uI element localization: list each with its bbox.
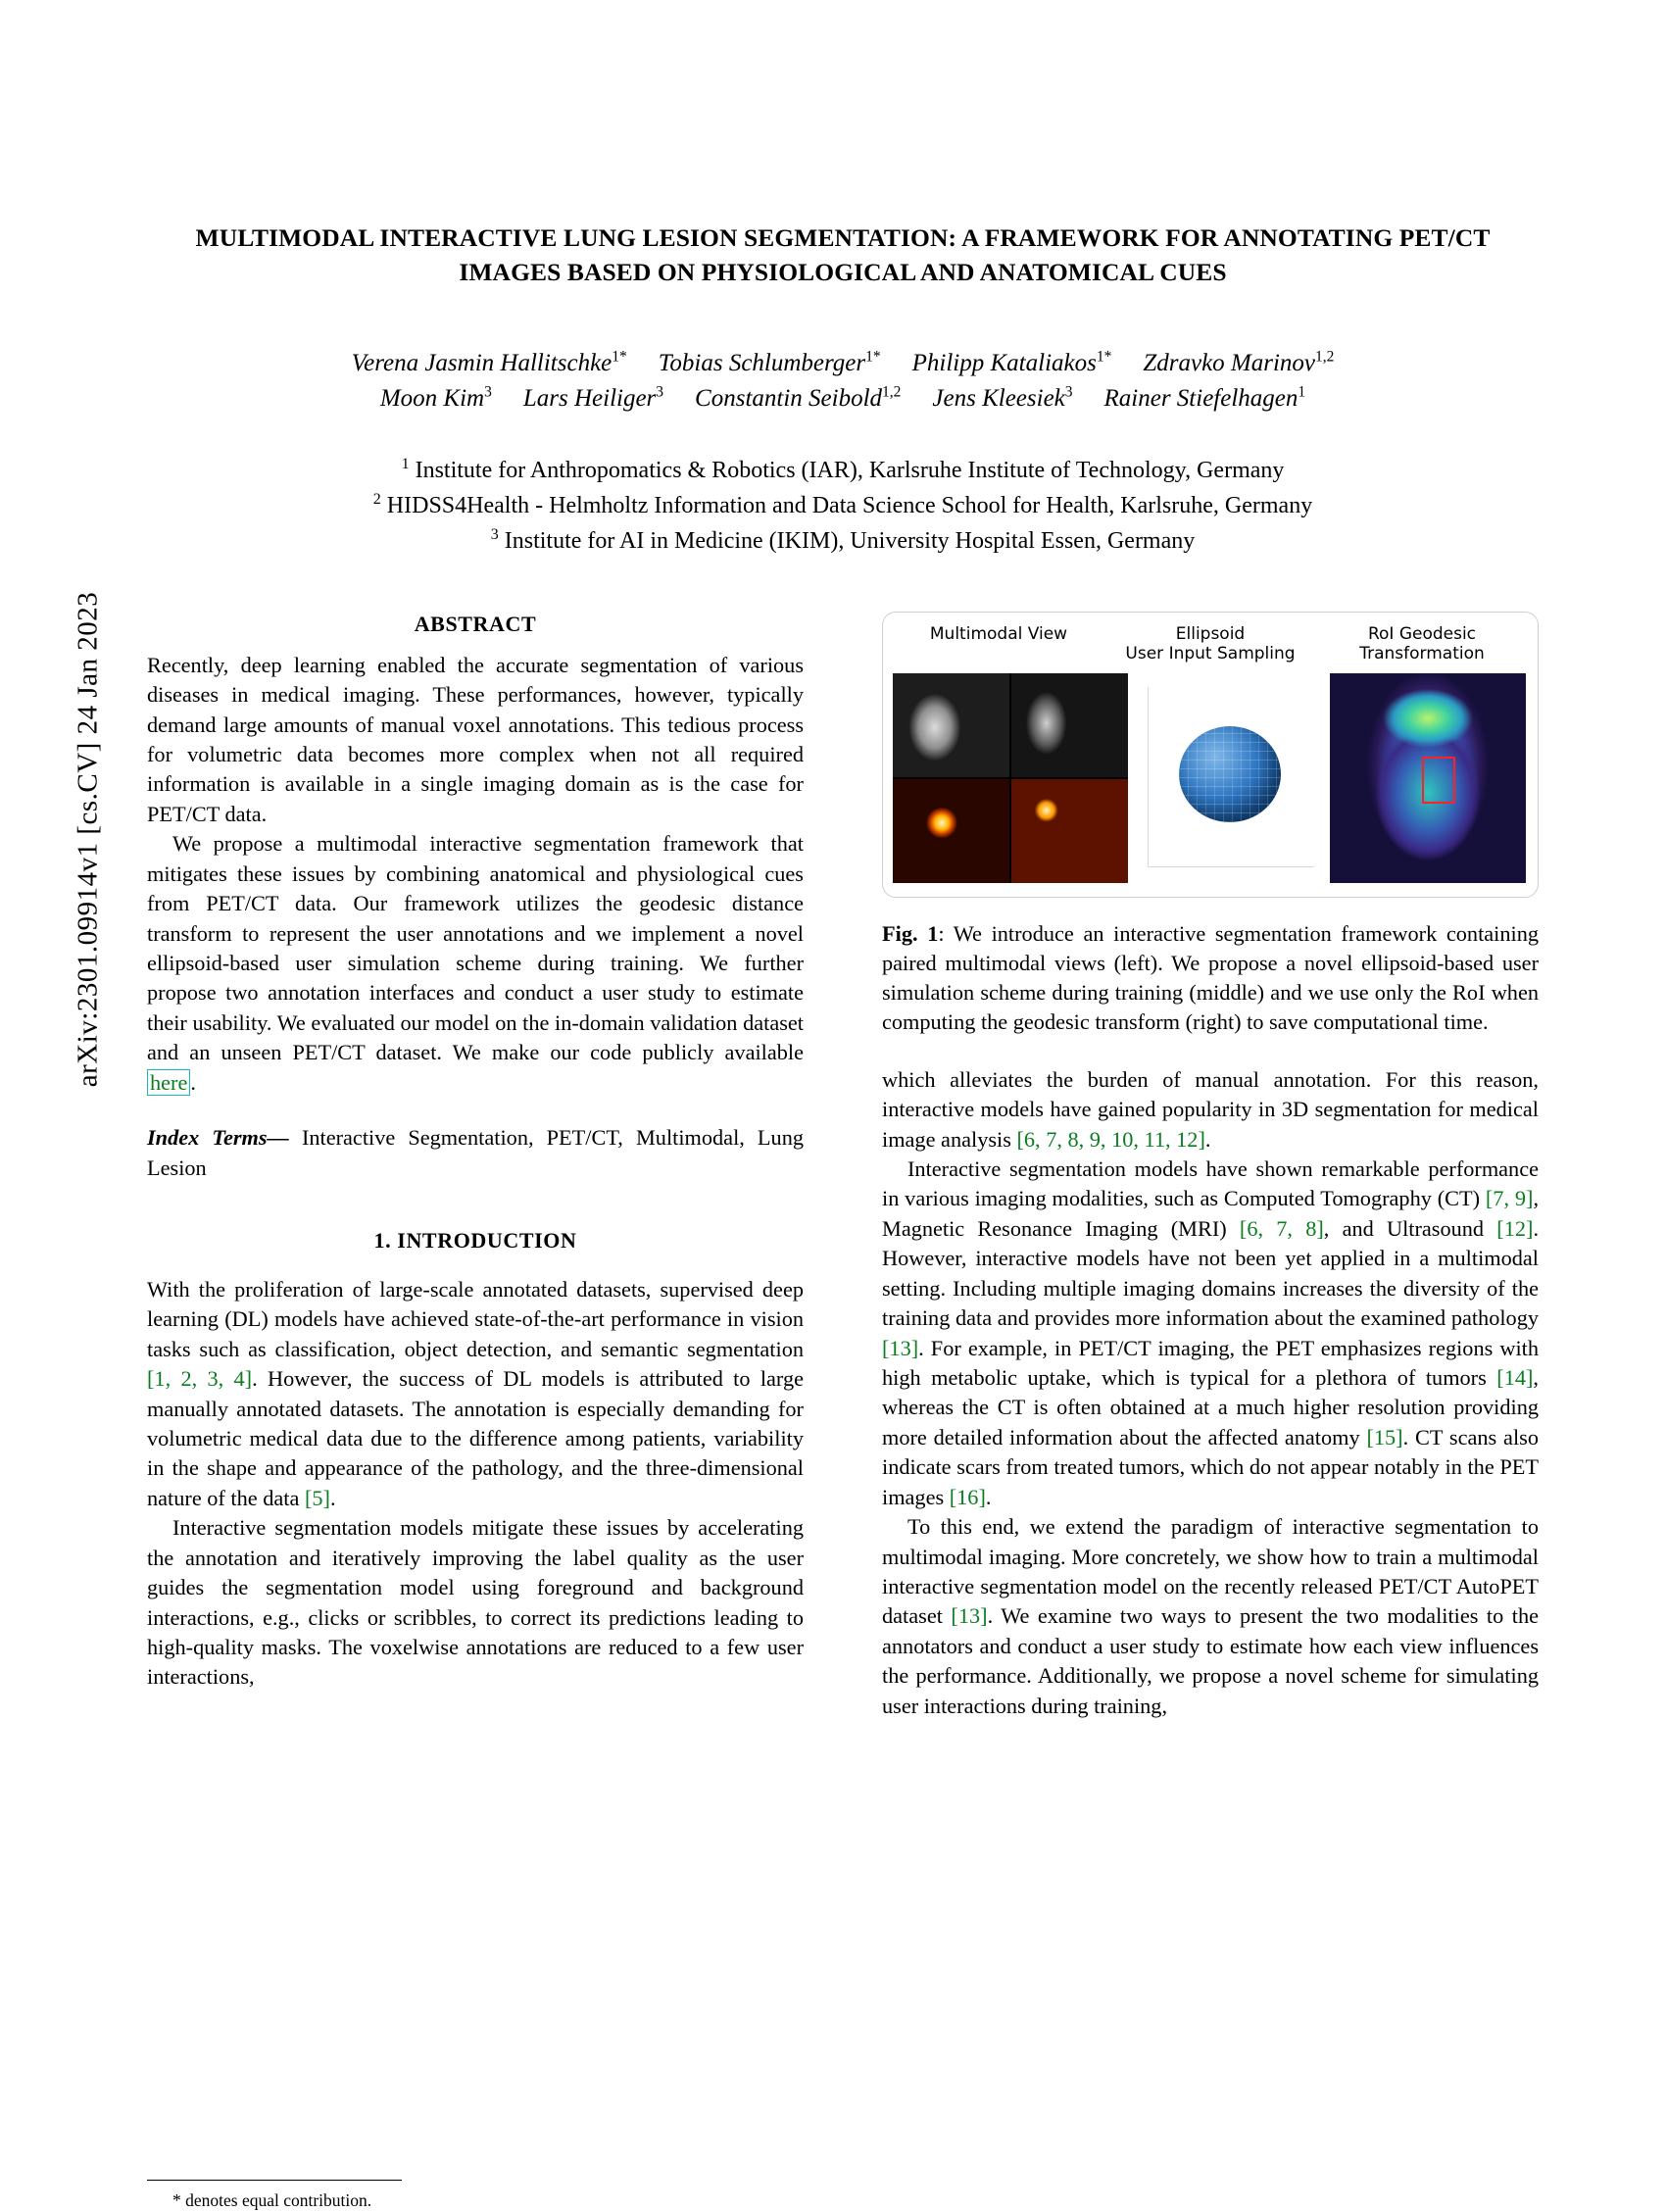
pet-coronal-slice: [1011, 779, 1128, 883]
footnote-area: [147, 2180, 804, 2212]
figure-1: [882, 612, 1539, 898]
citation[interactable]: [13]: [951, 1603, 988, 1629]
affiliation-1: $^1$ Institute for Anthropomatics & Robotics (IAR), Karlsruhe Institute of Technology, Germany: [401, 456, 1285, 484]
figure-panels: [893, 673, 1528, 883]
roi-bounding-box: [1422, 757, 1455, 804]
right-paragraph-1: which alleviates the burden of manual annotation. For this reason, interactive models have gained popularity in 3D segmentation for medical image analysis [6, 7, 8, 9, 10, 11, 12].: [882, 1066, 1539, 1152]
author: Constantin Seibold$^{1,2}$: [695, 383, 902, 412]
citation[interactable]: [6, 7, 8]: [1239, 1215, 1324, 1241]
ellipsoid-shape: [1179, 726, 1281, 822]
citation[interactable]: [12]: [1496, 1215, 1534, 1241]
footnote-text: * denotes equal contribution.: [172, 2189, 372, 2210]
code-link[interactable]: here: [147, 1069, 190, 1096]
abstract-paragraph-1: Recently, deep learning enabled the accurate segmentation of various diseases in medical imaging. These performances, however, typically demand large amounts of manual voxel annotations. This tedious process for volumetric data becomes more complex when not all required information is available in a single imaging domain as is the case for PET/CT data.: [147, 652, 804, 826]
author-list: [147, 346, 1539, 416]
author: Philipp Kataliakos$^{1*}$: [911, 349, 1112, 377]
ct-coronal-slice: [1011, 673, 1128, 777]
author: Tobias Schlumberger$^{1*}$: [658, 349, 881, 377]
author: Verena Jasmin Hallitschke$^{1*}$: [351, 349, 627, 377]
figure-panel-titles: [893, 624, 1528, 664]
citation[interactable]: [5]: [304, 1485, 330, 1510]
footnote-rule: [147, 2180, 402, 2181]
ellipsoid-sampling-plot: [1136, 673, 1322, 883]
introduction-heading: 1. INTRODUCTION: [373, 1227, 577, 1253]
citation[interactable]: [13]: [882, 1335, 919, 1360]
affiliation-2: $^2$ HIDSS4Health - Helmholtz Information and Data Science School for Health, Karlsruhe, Germany: [372, 491, 1313, 519]
intro-paragraph-2: Interactive segmentation models mitigate these issues by accelerating the annotation and iteratively improving the label quality as the user guides the segmentation model using foreground and background interactions, e.g., clicks or scribbles, to correct its predictions leading to high-quality masks. The voxelwise annotations are reduced to a few user interactions,: [147, 1515, 804, 1690]
author: Zdravko Marinov$^{1,2}$: [1143, 349, 1335, 377]
right-paragraph-3: To this end, we extend the paradigm of interactive segmentation to multimodal imaging. More concretely, we show how to train a multimodal interactive segmentation model on the recently released PET/CT AutoPET dataset [13]. We examine two ways to present the two modalities to the annotators and conduct a user study to estimate how each view influences the performance. Additionally, we propose a novel scheme for simulating user interactions during training,: [882, 1514, 1539, 1718]
roi-geodesic-image: [1330, 673, 1526, 883]
author: Moon Kim$^3$: [379, 383, 492, 412]
multimodal-view-image: [893, 673, 1128, 883]
arxiv-stamp: arXiv:2301.09914v1 [cs.CV] 24 Jan 2023: [72, 591, 104, 1088]
citation[interactable]: [16]: [949, 1484, 986, 1509]
panel-title-multimodal: Multimodal View: [929, 623, 1068, 644]
affiliation-3: $^3$ Institute for AI in Medicine (IKIM), University Hospital Essen, Germany: [490, 525, 1196, 554]
right-paragraph-2: Interactive segmentation models have shown remarkable performance in various imaging modalities, such as Computed Tomography (CT) [7, 9], Magnetic Resonance Imaging (MRI) [6, 7, 8], and Ultrasound [12]. However, interactive models have not been yet applied in a multimodal setting. Including multiple imaging domains increases the diversity of the training data and provides more information about the examined pathology [13]. For example, in PET/CT imaging, the PET emphasizes regions with high metabolic uptake, which is typical for a plethora of tumors [14], whereas the CT is often obtained at a much higher resolution providing more detailed information about the affected anatomy [15]. CT scans also indicate scars from treated tumors, which do not appear notably in the PET images [16].: [882, 1156, 1540, 1509]
author: Lars Heiliger$^3$: [522, 383, 664, 412]
author: Jens Kleesiek$^3$: [932, 383, 1073, 412]
figure-caption: Fig. 1: We introduce an interactive segmentation framework containing paired multimodal views (left). We propose a novel ellipsoid-based user simulation scheme during training (middle) and we use only the RoI when computing the geodesic transform (right) to save computational time.: [882, 920, 1539, 1035]
page-title: MULTIMODAL INTERACTIVE LUNG LESION SEGMENTATION: A FRAMEWORK FOR ANNOTATING PET/CT IMAGES BASED ON PHYSIOLOGICAL AND ANATOMICAL CUES: [195, 223, 1491, 287]
citation[interactable]: [7, 9]: [1485, 1186, 1534, 1211]
panel-title-ellipsoid: Ellipsoid User Input Sampling: [1125, 623, 1296, 664]
abstract-paragraph-2: We propose a multimodal interactive segmentation framework that mitigates these issues by combining anatomical and physiological cues from PET/CT data. Our framework utilizes the geodesic distance transform to represent the user annotations and we implement a novel ellipsoid-based user simulation scheme during training. We further propose two annotation interfaces and conduct a user study to estimate their usability. We evaluated our model on the in-domain validation dataset and an unseen PET/CT dataset. We make our code publicly available here .: [147, 831, 804, 1095]
citation[interactable]: [1, 2, 3, 4]: [147, 1366, 253, 1392]
index-terms-label: Index Terms—: [147, 1125, 289, 1151]
author-row-2: [147, 381, 1539, 417]
abstract-heading: ABSTRACT: [414, 611, 537, 636]
right-column: [882, 612, 1539, 1721]
figure-caption-label: Fig. 1: [882, 920, 939, 946]
citation[interactable]: [6, 7, 8, 9, 10, 11, 12]: [1016, 1126, 1205, 1152]
citation[interactable]: [15]: [1366, 1424, 1403, 1450]
ct-axial-slice: [893, 673, 1009, 777]
panel-title-roi: RoI Geodesic Transformation: [1359, 623, 1485, 664]
affiliation-list: [147, 453, 1539, 558]
index-terms: Index Terms— Interactive Segmentation, PET/CT, Multimodal, Lung Lesion: [147, 1125, 804, 1180]
author: Rainer Stiefelhagen$^1$: [1103, 383, 1306, 412]
left-column: [147, 611, 804, 2210]
pet-axial-slice: [893, 779, 1009, 883]
intro-paragraph-1: With the proliferation of large-scale annotated datasets, supervised deep learning (DL) models have achieved state-of-the-art performance in vision tasks such as classification, object detection, and semantic segmentation [1, 2, 3, 4]. However, the success of DL models is attributed to large manually annotated datasets. The annotation is especially demanding for volumetric medical data due to the difference among patients, variability in the shape and appearance of the pathology, and the three-dimensional nature of the data [5].: [147, 1276, 804, 1510]
paper-page: [147, 221, 1540, 2210]
citation[interactable]: [14]: [1496, 1365, 1534, 1391]
author-row-1: [147, 346, 1539, 381]
